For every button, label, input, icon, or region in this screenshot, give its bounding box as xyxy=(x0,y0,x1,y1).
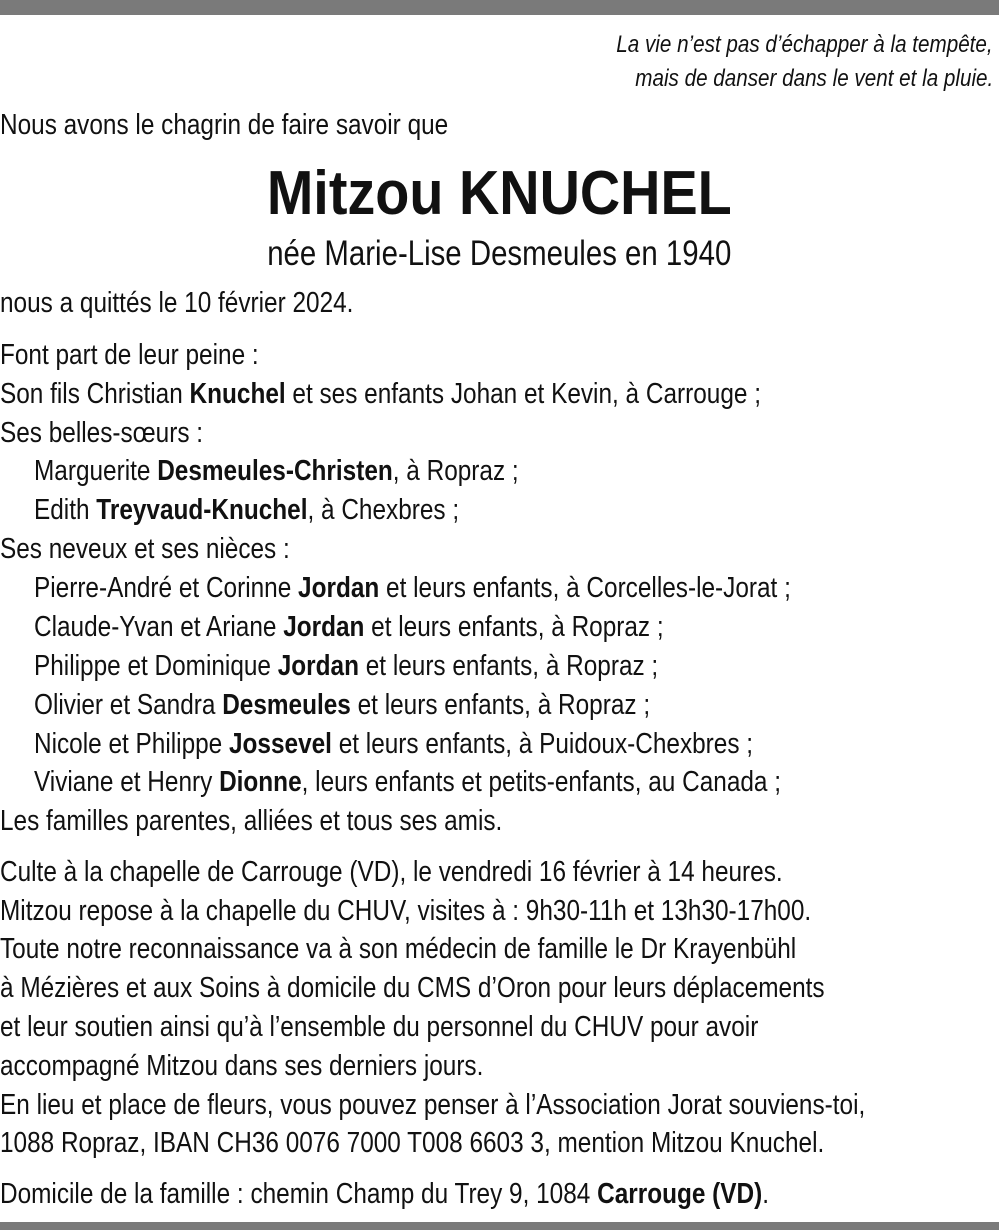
mourner-nephew-family: Philippe et Dominique Jordan et leurs enfants, à Ropraz ; xyxy=(34,650,659,682)
mourner-nephew-family: Claude-Yvan et Ariane Jordan et leurs enfants, à Ropraz ; xyxy=(34,611,664,643)
mourner-nephew-family: Nicole et Philippe Jossevel et leurs enfants, à Puidoux-Chexbres ; xyxy=(34,728,754,760)
nephews-heading: Ses neveux et ses nièces : xyxy=(0,533,290,565)
family-address: Domicile de la famille : chemin Champ du Trey 9, 1084 Carrouge (VD). xyxy=(0,1178,769,1210)
epigraph-line-2: mais de danser dans le vent et la pluie. xyxy=(635,65,993,92)
mourner-nephew-family: Pierre-André et Corinne Jordan et leurs enfants, à Corcelles-le-Jorat ; xyxy=(34,572,791,604)
mourner-sister-in-law: Marguerite Desmeules-Christen, à Ropraz ; xyxy=(34,455,519,487)
mourner-sister-in-law: Edith Treyvaud-Knuchel, à Chexbres ; xyxy=(34,494,460,526)
mourners-heading: Font part de leur peine : xyxy=(0,339,259,371)
epigraph-line-1: La vie n’est pas d’échapper à la tempête, xyxy=(616,31,993,58)
top-border-rule xyxy=(0,0,999,15)
service-text-line: Mitzou repose à la chapelle du CHUV, visites à : 9h30-11h et 13h30-17h00. xyxy=(0,895,812,927)
mourners-closing: Les familles parentes, alliées et tous ses amis. xyxy=(0,805,503,837)
sisters-in-law-heading: Ses belles-sœurs : xyxy=(0,417,204,449)
intro-text: Nous avons le chagrin de faire savoir que xyxy=(0,109,449,141)
service-text-line: En lieu et place de fleurs, vous pouvez penser à l’Association Jorat souviens-toi, xyxy=(0,1089,866,1121)
service-text-line: Toute notre reconnaissance va à son médecin de famille le Dr Krayenbühl xyxy=(0,933,797,965)
mourner-nephew-family: Viviane et Henry Dionne, leurs enfants et petits-enfants, au Canada ; xyxy=(34,766,781,798)
birth-name-line: née Marie-Lise Desmeules en 1940 xyxy=(267,234,732,273)
service-text-line: 1088 Ropraz, IBAN CH36 0076 7000 T008 6603 3, mention Mitzou Knuchel. xyxy=(0,1127,825,1159)
deceased-name: Mitzou KNUCHEL xyxy=(267,159,732,228)
service-text-line: Culte à la chapelle de Carrouge (VD), le vendredi 16 février à 14 heures. xyxy=(0,856,783,888)
service-text-line: à Mézières et aux Soins à domicile du CMS d’Oron pour leurs déplacements xyxy=(0,972,825,1004)
service-text-line: accompagné Mitzou dans ses derniers jours. xyxy=(0,1050,484,1082)
bottom-border-rule xyxy=(0,1222,999,1230)
death-date-line: nous a quittés le 10 février 2024. xyxy=(0,287,354,319)
mourner-son: Son fils Christian Knuchel et ses enfants Johan et Kevin, à Carrouge ; xyxy=(0,378,761,410)
service-text-line: et leur soutien ainsi qu’à l’ensemble du personnel du CHUV pour avoir xyxy=(0,1011,759,1043)
mourner-nephew-family: Olivier et Sandra Desmeules et leurs enfants, à Ropraz ; xyxy=(34,689,651,721)
